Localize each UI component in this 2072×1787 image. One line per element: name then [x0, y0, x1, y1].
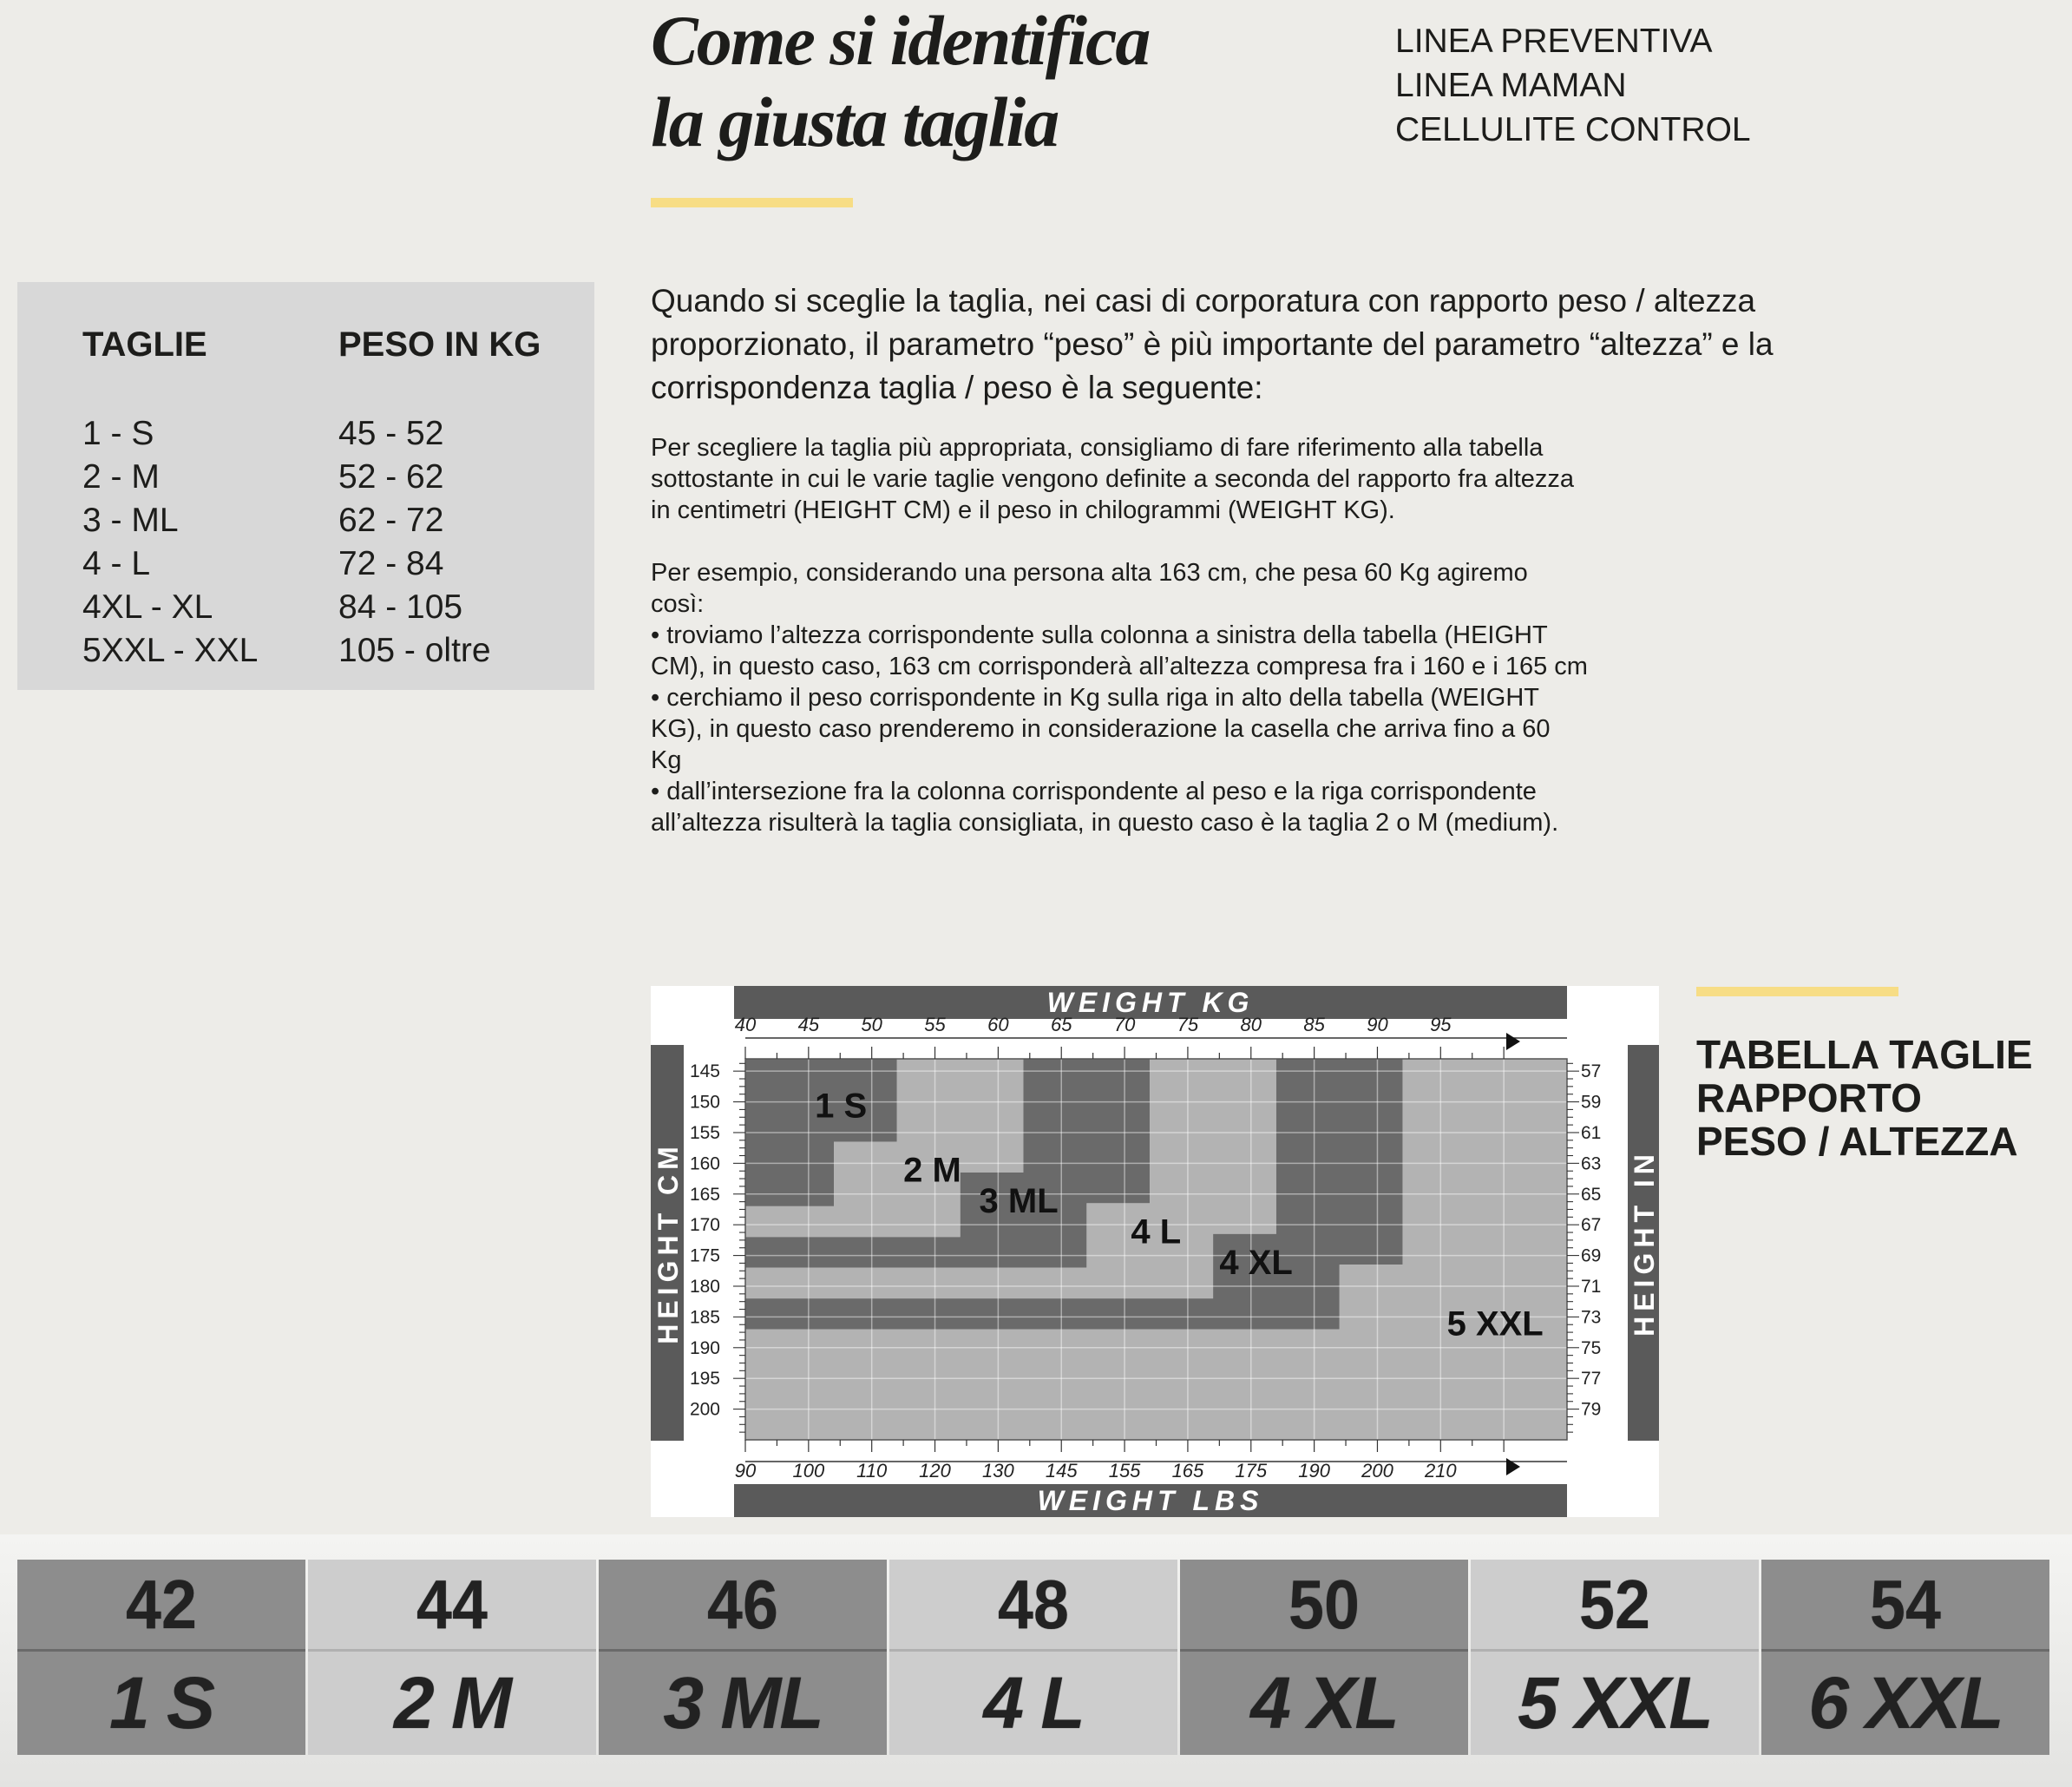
product-lines	[1395, 19, 1751, 152]
weight-cell: 52 - 62	[338, 458, 444, 496]
page-title-line2: la giusta taglia	[651, 82, 1059, 161]
size-code: 2 M	[393, 1662, 511, 1744]
cm-tick-label: 150	[689, 1092, 720, 1113]
region-label: 2 M	[903, 1151, 961, 1190]
cm-tick-label: 180	[689, 1276, 720, 1297]
kg-tick-label: 75	[1177, 1014, 1199, 1035]
size-chart-svg	[651, 986, 1659, 1517]
cm-tick-label: 195	[689, 1369, 720, 1390]
example-bullet: • troviamo l’altezza corrispondente sulla colonna a sinistra della tabella (HEIGHT CM), in questo caso, 163 cm corrisponderà all’altezza compresa fra i 160 e i 165 cm	[651, 621, 1588, 680]
size-number: 42	[126, 1566, 197, 1643]
cm-tick-label: 145	[689, 1061, 720, 1082]
size-code: 3 ML	[663, 1662, 823, 1744]
size-strip-cell	[1180, 1560, 1468, 1755]
size-cell: 4 - L	[82, 545, 151, 582]
size-cell: 2 - M	[82, 458, 160, 496]
in-tick-label: 61	[1581, 1122, 1602, 1143]
in-tick-label: 57	[1581, 1061, 1602, 1082]
size-number: 50	[1288, 1566, 1360, 1643]
in-tick-label: 75	[1581, 1337, 1602, 1358]
chart-title-line1: TABELLA TAGLIE	[1696, 1032, 2033, 1077]
kg-tick-label: 65	[1050, 1014, 1072, 1035]
weight-cell: 72 - 84	[338, 545, 444, 582]
product-line-maman: LINEA MAMAN	[1395, 67, 1627, 104]
lbs-tick-label: 210	[1424, 1460, 1457, 1482]
size-code: 4 XL	[1250, 1662, 1398, 1744]
chart-title-underline	[1696, 987, 1898, 996]
intro-paragraph: Quando si sceglie la taglia, nei casi di corporatura con rapporto peso / altezza proporzionato, il parametro “peso” è più importante del parametro “altezza” e la corrispondenza taglia / peso è la seguente:	[651, 283, 1774, 405]
weight-kg-label: WEIGHT KG	[1046, 987, 1255, 1018]
lbs-tick-label: 155	[1108, 1460, 1141, 1482]
lbs-tick-label: 120	[919, 1460, 951, 1482]
weight-column	[338, 412, 491, 673]
in-tick-label: 71	[1581, 1276, 1602, 1297]
example-bullet: • cerchiamo il peso corrispondente in Kg sulla riga in alto della tabella (WEIGHT KG), in questo caso prenderemo in considerazione la casella che arriva fino a 60 Kg	[651, 684, 1551, 774]
region-label: 4 L	[1131, 1212, 1182, 1252]
paragraph-gap	[651, 526, 1588, 557]
region-label: 3 ML	[979, 1182, 1059, 1221]
height-cm-label: HEIGHT CM	[652, 1141, 684, 1344]
kg-tick-label: 55	[924, 1014, 946, 1035]
in-tick-label: 67	[1581, 1215, 1602, 1236]
cm-tick-label: 185	[689, 1307, 720, 1328]
lbs-axis-arrow-icon	[1506, 1458, 1520, 1475]
size-code: 1 S	[108, 1662, 214, 1744]
size-strip-cell	[599, 1560, 887, 1755]
region-label: 5 XXL	[1446, 1304, 1544, 1344]
chart-title-line2: RAPPORTO	[1696, 1075, 1922, 1120]
example-bullet: • dall’intersezione fra la colonna corrispondente al peso e la riga corrispondente all’altezza risulterà la taglia consigliata, in questo caso è la taglia 2 o M (medium).	[651, 778, 1559, 837]
in-tick-label: 65	[1581, 1184, 1602, 1205]
chart-title	[1696, 1033, 2033, 1163]
cm-tick-label: 170	[689, 1215, 720, 1236]
weight-lbs-label: WEIGHT LBS	[1037, 1485, 1264, 1516]
chart-title-line3: PESO / ALTEZZA	[1696, 1119, 2018, 1164]
weight-cell: 105 - oltre	[338, 632, 491, 669]
in-tick-label: 63	[1581, 1153, 1602, 1174]
example-paragraph: Per esempio, considerando una persona alta 163 cm, che pesa 60 Kg agiremo così:	[651, 559, 1528, 618]
in-tick-label: 79	[1581, 1399, 1602, 1420]
cm-tick-label: 175	[689, 1245, 720, 1266]
size-cell: 3 - ML	[82, 502, 179, 539]
kg-tick-label: 85	[1303, 1014, 1325, 1035]
lbs-tick-label: 90	[734, 1460, 757, 1482]
title-underline	[651, 198, 853, 207]
weight-column-header: PESO IN KG	[338, 325, 541, 364]
lbs-tick-label: 110	[856, 1460, 888, 1482]
weight-cell: 84 - 105	[338, 588, 463, 626]
size-column	[82, 412, 258, 673]
region-label: 4 XL	[1219, 1243, 1293, 1282]
lbs-tick-label: 175	[1235, 1460, 1268, 1482]
size-code: 6 XXL	[1808, 1662, 2003, 1744]
size-column-header: TAGLIE	[82, 325, 207, 364]
size-strip-cell	[889, 1560, 1177, 1755]
cm-tick-label: 160	[689, 1153, 720, 1174]
lbs-tick-label: 100	[792, 1460, 825, 1482]
region-label: 1 S	[815, 1087, 868, 1126]
size-number: 54	[1870, 1566, 1941, 1643]
cm-tick-label: 165	[689, 1184, 720, 1205]
kg-tick-label: 45	[797, 1014, 820, 1035]
weight-cell: 62 - 72	[338, 502, 444, 539]
page-title	[651, 0, 1149, 163]
in-tick-label: 69	[1581, 1245, 1602, 1266]
size-code: 5 XXL	[1518, 1662, 1712, 1744]
kg-tick-label: 70	[1113, 1014, 1136, 1035]
size-strip-cell	[1761, 1560, 2049, 1755]
product-line-preventiva: LINEA PREVENTIVA	[1395, 23, 1713, 60]
in-tick-label: 59	[1581, 1092, 1602, 1113]
size-weight-table	[17, 282, 594, 690]
lbs-tick-label: 190	[1298, 1460, 1330, 1482]
product-line-cellulite: CELLULITE CONTROL	[1395, 111, 1751, 148]
lbs-tick-label: 165	[1171, 1460, 1204, 1482]
cm-tick-label: 200	[689, 1399, 720, 1420]
size-strip-cell	[1471, 1560, 1759, 1755]
in-tick-label: 73	[1581, 1307, 1602, 1328]
size-strip-cell	[17, 1560, 305, 1755]
size-chart	[651, 986, 1659, 1517]
size-number: 52	[1579, 1566, 1650, 1643]
kg-tick-label: 90	[1367, 1014, 1388, 1035]
in-tick-label: 77	[1581, 1369, 1602, 1390]
kg-tick-label: 80	[1240, 1014, 1262, 1035]
cm-tick-label: 190	[689, 1337, 720, 1358]
size-number: 44	[416, 1566, 488, 1643]
page-title-line1: Come si identifica	[651, 1, 1150, 80]
size-cell: 5XXL - XXL	[82, 632, 259, 669]
size-cell: 4XL - XL	[82, 588, 213, 626]
height-in-label: HEIGHT IN	[1629, 1149, 1659, 1337]
size-number: 46	[707, 1566, 778, 1643]
size-cell: 1 - S	[82, 415, 154, 452]
instructions	[651, 432, 1588, 838]
kg-tick-label: 95	[1430, 1014, 1452, 1035]
kg-axis-arrow-icon	[1506, 1033, 1520, 1050]
lbs-tick-label: 130	[982, 1460, 1014, 1482]
cm-tick-label: 155	[689, 1122, 720, 1143]
kg-tick-label: 50	[861, 1014, 882, 1035]
lbs-tick-label: 145	[1045, 1460, 1078, 1482]
size-strip-cell	[308, 1560, 596, 1755]
instructions-paragraph: Per scegliere la taglia più appropriata, consigliamo di fare riferimento alla tabella sottostante in cui le varie taglie vengono definite a seconda del rapporto fra altezza in centimetri (HEIGHT CM) e il peso in chilogrammi (WEIGHT KG).	[651, 434, 1575, 524]
kg-tick-label: 40	[734, 1014, 757, 1035]
weight-cell: 45 - 52	[338, 415, 444, 452]
size-number: 48	[998, 1566, 1069, 1643]
lbs-tick-label: 200	[1361, 1460, 1393, 1482]
size-code: 4 L	[983, 1662, 1084, 1744]
kg-tick-label: 60	[987, 1014, 1009, 1035]
